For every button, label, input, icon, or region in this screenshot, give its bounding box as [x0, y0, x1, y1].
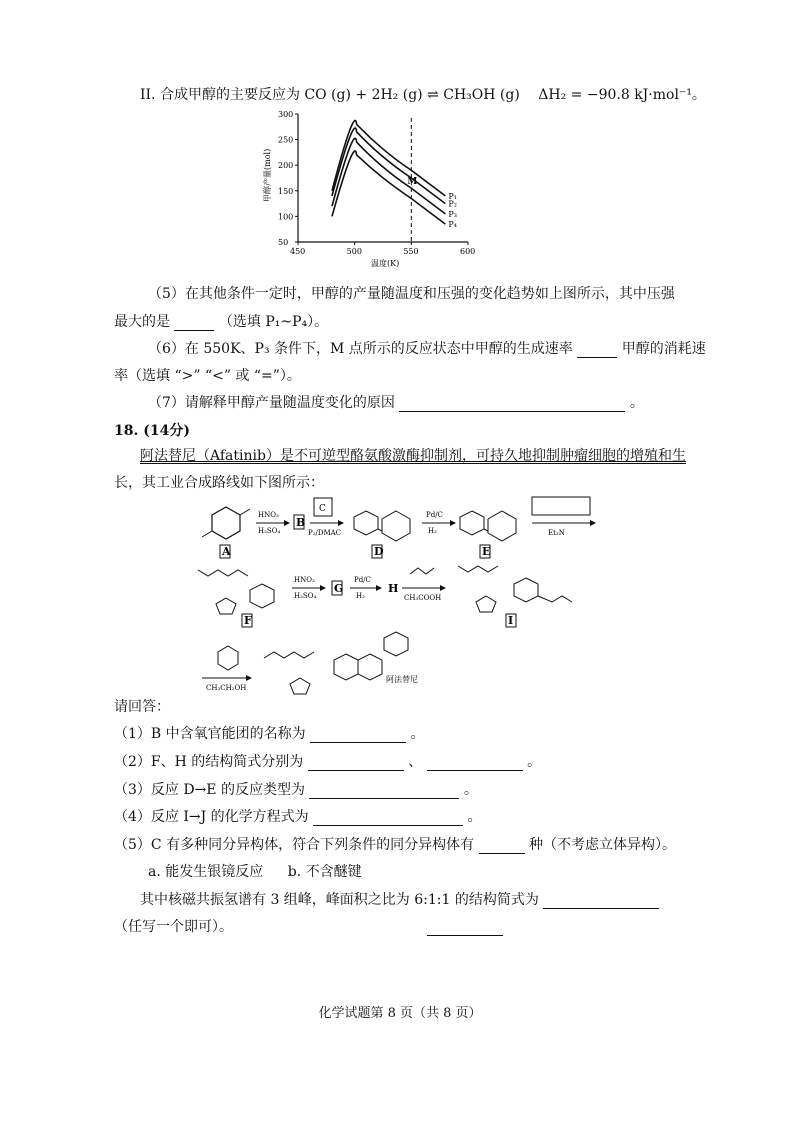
question-18-intro-b: 长，其工业合成路线如下图所示：	[114, 475, 324, 491]
chart-series	[332, 120, 445, 224]
answer-blank-18-4[interactable]	[313, 811, 463, 826]
section-heading	[140, 84, 706, 104]
svg-text:H₂SO₄: H₂SO₄	[258, 527, 281, 535]
svg-text:C: C	[319, 504, 326, 514]
arrow-2	[308, 498, 344, 537]
svg-text:HNO₃: HNO₃	[294, 576, 315, 584]
methanol-yield-chart	[258, 106, 498, 276]
label-a: A	[222, 545, 231, 558]
answer-blank-18-5c[interactable]	[427, 921, 503, 936]
answer-blank-18-2a[interactable]	[308, 756, 404, 771]
svg-text:Et₃N: Et₃N	[548, 529, 565, 537]
svg-text:H₂: H₂	[428, 527, 437, 535]
synthesis-row-2	[196, 560, 616, 630]
y-tick-label: 150	[278, 186, 294, 196]
arrow-3	[422, 511, 456, 535]
chart-axes	[295, 114, 468, 245]
svg-text:Pd/C: Pd/C	[354, 576, 371, 584]
svg-text:H₂: H₂	[356, 592, 365, 600]
sub-question-5-note: （任写一个即可）。	[114, 916, 503, 936]
conditions	[148, 861, 362, 881]
synthesis-row-3	[196, 628, 616, 698]
answer-blank-5[interactable]	[174, 316, 214, 331]
arrow-7	[402, 568, 446, 602]
question-5-line2: 最大的是 （选填 P₁~P₄）。	[114, 314, 329, 330]
arrow-1	[256, 511, 290, 535]
x-tick-label: 600	[460, 247, 476, 256]
series-label-1: P₁	[448, 191, 457, 201]
y-tick-label: 200	[278, 161, 294, 171]
label-f: F	[244, 614, 252, 627]
compound-h-box	[388, 582, 398, 595]
sub-question-4: （4）反应 I→J 的化学方程式为 。	[114, 809, 482, 825]
y-tick-label: 100	[278, 212, 294, 222]
label-d: D	[374, 545, 384, 558]
series-label-4: P₄	[448, 220, 457, 230]
x-tick-label: 500	[346, 247, 362, 256]
answer-blank-18-1[interactable]	[310, 728, 406, 743]
label-i: I	[508, 614, 514, 627]
arrow-5	[292, 576, 326, 600]
compound-b-box	[294, 515, 305, 529]
series-label-3: P₃	[448, 209, 457, 219]
x-axis-label: 温度(K)	[371, 259, 400, 268]
compound-i	[458, 566, 572, 627]
question-7: （7）请解释甲醇产量随温度变化的原因 。	[148, 395, 644, 411]
svg-text:Pd/C: Pd/C	[426, 511, 443, 519]
svg-text:HNO₃: HNO₃	[258, 511, 279, 519]
question-18-intro-a: 阿法替尼（Afatinib）是不可逆型酪氨酸激酶抑制剂，可持久地抑制肿瘤细胞的增殖和生	[140, 448, 686, 464]
compound-a	[202, 507, 250, 558]
arrow-4	[532, 497, 596, 537]
sub-question-5: （5）C 有多种同分异构体，符合下列条件的同分异构体有 种（不考虑立体异构）。	[114, 837, 676, 853]
series-line-3	[332, 138, 445, 214]
label-e: E	[482, 545, 491, 558]
answer-blank-18-2b[interactable]	[427, 756, 523, 771]
answer-blank-7[interactable]	[399, 397, 625, 412]
compound-e	[460, 511, 516, 558]
please-answer: 请回答：	[114, 699, 170, 715]
svg-text:CH₃CH₂OH: CH₃CH₂OH	[206, 684, 247, 692]
chart-labels	[262, 110, 475, 268]
svg-text:H₂SO₄: H₂SO₄	[294, 592, 317, 600]
sub-question-2: （2）F、H 的结构简式分别为 、 。	[114, 754, 542, 770]
question-18-header: 18. (14分)	[114, 423, 190, 439]
label-h: H	[388, 582, 399, 595]
reaction-equation: II. 合成甲醇的主要反应为 CO (g) + 2H₂ (g) ⇌ CH₃OH (g)	[140, 87, 520, 103]
answer-blank-18-3[interactable]	[309, 784, 459, 799]
question-6-line2: 率（选填 “>” “<” 或 “=”）。	[114, 368, 301, 384]
compound-g-box	[332, 581, 343, 595]
svg-text:CH₃COOH: CH₃COOH	[404, 594, 442, 602]
arrow-6	[350, 576, 382, 600]
y-axis-label: 甲醇产量(mol)	[263, 148, 272, 202]
sub-question-3: （3）反应 D→E 的反应类型为 。	[114, 782, 478, 798]
question-6-line1: （6）在 550K、P₃ 条件下，M 点所示的反应状态中甲醇的生成速率 甲醇的消耗速	[148, 341, 706, 357]
svg-text:P₂/DMAC: P₂/DMAC	[308, 529, 342, 537]
y-tick-label: 250	[278, 135, 294, 145]
synthesis-row-1	[196, 495, 616, 565]
sub-question-5-detail: 其中核磁共振氢谱有 3 组峰，峰面积之比为 6:1:1 的结构简式为	[140, 889, 659, 909]
product-name: 阿法替尼	[386, 675, 418, 684]
arrow-8	[202, 646, 252, 692]
series-line-2	[332, 128, 445, 204]
enthalpy-value: ΔH₂ = −90.8 kJ·mol⁻¹。	[538, 87, 706, 103]
page-footer: 化学试题第 8 页（共 8 页）	[318, 1006, 482, 1021]
x-tick-label: 550	[403, 247, 419, 256]
label-b: B	[296, 516, 306, 529]
series-label-2: P₂	[448, 199, 457, 209]
answer-blank-18-5b[interactable]	[543, 894, 659, 909]
question-5-line1: （5）在其他条件一定时，甲醇的产量随温度和压强的变化趋势如上图所示，其中压强	[148, 286, 675, 302]
compound-d	[354, 511, 410, 558]
condition-b: b. 不含醚键	[287, 864, 362, 880]
y-tick-label: 300	[278, 110, 294, 119]
label-g: G	[334, 582, 344, 595]
compound-f	[198, 570, 274, 627]
y-tick-label: 50	[278, 238, 289, 247]
sub-question-1: （1）B 中含氧官能团的名称为 。	[114, 726, 425, 742]
answer-blank-18-5a[interactable]	[479, 839, 525, 854]
answer-blank-6[interactable]	[577, 343, 617, 358]
series-line-1	[332, 120, 445, 195]
compound-j	[264, 632, 418, 694]
condition-a: a. 能发生银镜反应	[148, 864, 264, 880]
point-m-label: M	[407, 177, 418, 188]
x-tick-label: 450	[290, 247, 306, 256]
